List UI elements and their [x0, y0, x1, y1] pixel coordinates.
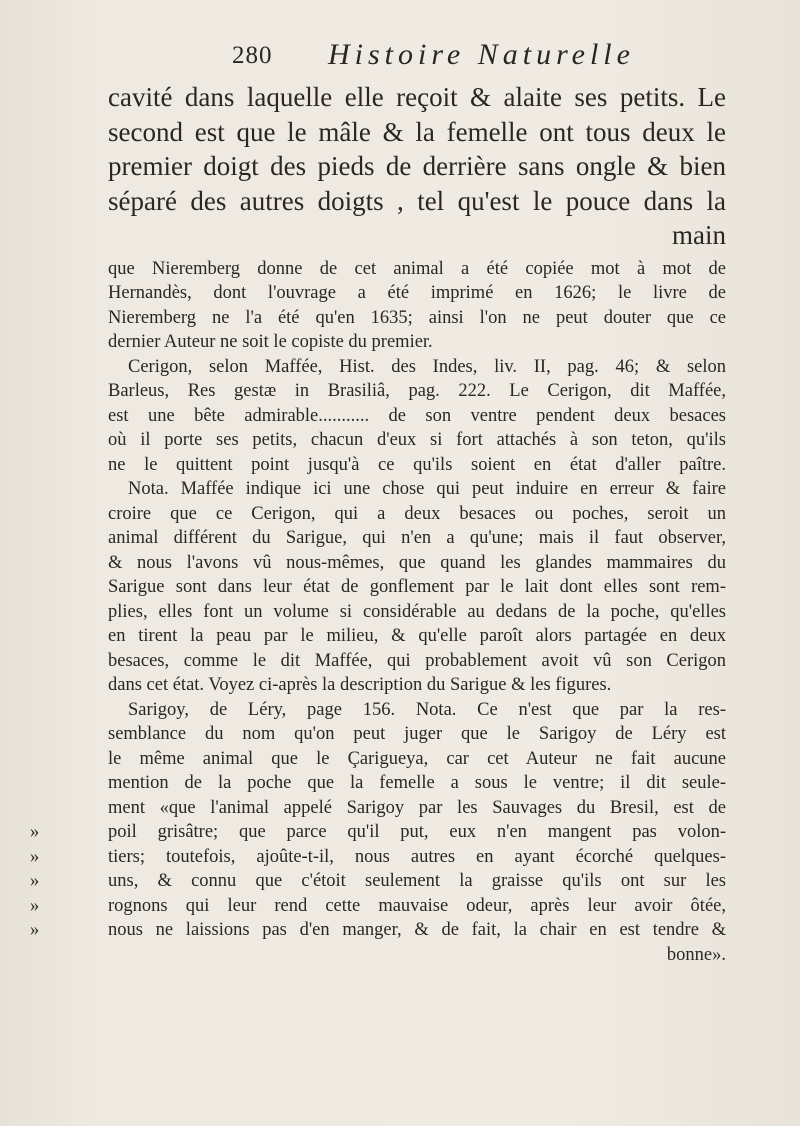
text-line: uns, & connu que c'étoit seulement la graisse qu'ils ont sur les: [108, 871, 726, 891]
page-header: [232, 38, 702, 78]
quoted-line: [30, 845, 726, 870]
text-line: cavité dans laquelle elle reçoit & alaite ses petits. Le: [108, 82, 726, 112]
text-line: dernier Auteur ne soit le copiste du premier.: [108, 332, 433, 352]
quote-mark: »: [30, 920, 40, 940]
footnote-block: [30, 257, 726, 968]
text-line: poil grisâtre; que parce qu'il put, eux n'en mangent pas volon-: [108, 822, 726, 842]
text-line: Cerigon, selon Maffée, Hist. des Indes, liv. II, pag. 46; & selon: [128, 356, 726, 377]
quoted-line: [30, 894, 726, 919]
text-line: en tirent la peau par le milieu, & qu'elle paroît alors partagée en deux: [108, 626, 726, 646]
text-line: besaces, comme le dit Maffée, qui probablement avoit vû son Cerigon: [108, 650, 726, 671]
text-line: croire que ce Cerigon, qui a deux besaces ou poches, seroit un: [108, 503, 726, 524]
text-line: Sarigoy, de Léry, page 156. Nota. Ce n'est que par la res-: [128, 699, 726, 720]
quote-mark: »: [30, 822, 40, 842]
quoted-line: [30, 869, 726, 894]
text-line: premier doigt des pieds de derrière sans ongle & bien: [108, 151, 726, 181]
quote-mark: »: [30, 871, 40, 891]
text-line: séparé des autres doigts , tel qu'est le pouce dans la: [108, 185, 726, 216]
text-line: Barleus, Res gestæ in Brasiliâ, pag. 222. Le Cerigon, dit Maffée,: [108, 381, 726, 401]
text-line: rognons qui leur rend cette mauvaise odeur, après leur avoir ôtée,: [108, 895, 726, 916]
quoted-line: [30, 918, 726, 943]
text-line: Nieremberg ne l'a été qu'en 1635; ainsi l'on ne peut douter que ce: [108, 307, 726, 328]
text-line: ment «que l'animal appelé Sarigoy par les Sauvages du Bresil, est de: [108, 797, 726, 818]
text-line: bonne».: [666, 944, 726, 965]
lead-paragraph: [108, 80, 726, 253]
text-line: main: [672, 220, 726, 250]
text-line: que Nieremberg donne de cet animal a été copiée mot à mot de: [108, 258, 726, 279]
text-line: plies, elles font un volume si considérable au dedans de la poche, qu'elles: [108, 601, 726, 622]
text-line: où il porte ses petits, chacun d'eux si fort attachés à son teton, qu'ils: [108, 430, 726, 450]
text-line: dans cet état. Voyez ci-après la description du Sarigue & les figures.: [108, 675, 612, 695]
page-body: [30, 80, 726, 967]
text-line: ne le quittent point jusqu'à ce qu'ils soient en état d'aller paître.: [108, 454, 726, 475]
quote-mark: »: [30, 895, 40, 916]
text-line: animal différent du Sarigue, qui n'en a qu'une; mais il faut observer,: [108, 528, 726, 548]
text-line: nous ne laissions pas d'en manger, & de fait, la chair en est tendre &: [108, 920, 726, 940]
page-number: 280: [232, 42, 273, 69]
text-line: & nous l'avons vû nous-mêmes, que quand les glandes mammaires du: [108, 552, 726, 573]
text-line: mention de la poche que la femelle a sous le ventre; il dit seule-: [108, 773, 726, 793]
text-line: Sarigue sont dans leur état de gonflement par le lait dont elles sont rem-: [108, 577, 726, 597]
text-line: le même animal que le Çarigueya, car cet Auteur ne fait aucune: [108, 748, 726, 769]
running-title: Histoire Naturelle: [328, 38, 635, 71]
text-line: est une bête admirable........... de son ventre pendent deux besaces: [108, 405, 726, 426]
text-line: Hernandès, dont l'ouvrage a été imprimé en 1626; le livre de: [108, 283, 726, 303]
quoted-line: [30, 820, 726, 845]
quote-mark: »: [30, 846, 40, 867]
text-line: second est que le mâle & la femelle ont tous deux le: [108, 116, 726, 147]
text-line: tiers; toutefois, ajoûte-t-il, nous autres en ayant écorché quelques-: [108, 846, 726, 867]
text-line: Nota. Maffée indique ici une chose qui peut induire en erreur & faire: [128, 479, 726, 499]
text-line: semblance du nom qu'on peut juger que le Sarigoy de Léry est: [108, 724, 726, 744]
